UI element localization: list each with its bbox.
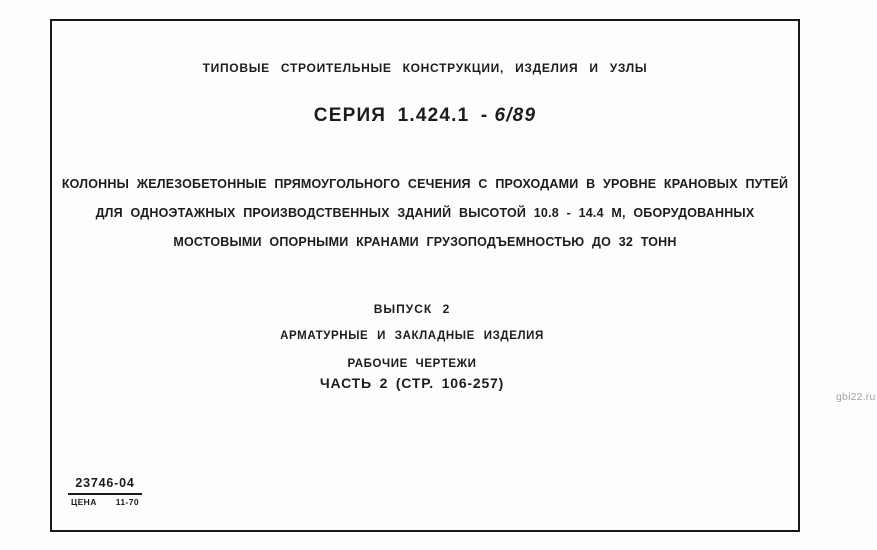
description-line-3: МОСТОВЫМИ ОПОРНЫМИ КРАНАМИ ГРУЗОПОДЪЕМНОСТЬЮ ДО 32 ТОНН: [173, 235, 677, 249]
series-title-suffix: 6/89: [494, 105, 537, 126]
issue-number-line: ВЫПУСК 2: [373, 302, 451, 316]
series-title: [51, 105, 799, 127]
description-line-1: КОЛОННЫ ЖЕЛЕЗОБЕТОННЫЕ ПРЯМОУГОЛЬНОГО СЕЧЕНИЯ С ПРОХОДАМИ В УРОВНЕ КРАНОВЫХ ПУТЕЙ: [61, 177, 789, 191]
series-title-prefix: СЕРИЯ 1.424.1 -: [313, 105, 489, 126]
price-line: [68, 495, 142, 507]
issue-content-line: АРМАТУРНЫЕ И ЗАКЛАДНЫЕ ИЗДЕЛИЯ: [280, 330, 544, 342]
document-border-frame: [50, 19, 800, 532]
price-stamp-block: [68, 476, 142, 507]
site-watermark: gbi22.ru: [836, 391, 876, 403]
category-line: ТИПОВЫЕ СТРОИТЕЛЬНЫЕ КОНСТРУКЦИИ, ИЗДЕЛИЯ И УЗЛЫ: [202, 61, 648, 75]
part-pages-line: ЧАСТЬ 2 (СТР. 106-257): [319, 375, 505, 391]
description-line-2: ДЛЯ ОДНОЭТАЖНЫХ ПРОИЗВОДСТВЕННЫХ ЗДАНИЙ ВЫСОТОЙ 10.8 - 14.4 М, ОБОРУДОВАННЫХ: [95, 206, 755, 220]
working-drawings-line: РАБОЧИЕ ЧЕРТЕЖИ: [347, 358, 477, 370]
document-code: 23746-04: [68, 476, 142, 495]
price-label: ЦЕНА: [71, 497, 97, 507]
price-value: 11-70: [115, 497, 139, 507]
